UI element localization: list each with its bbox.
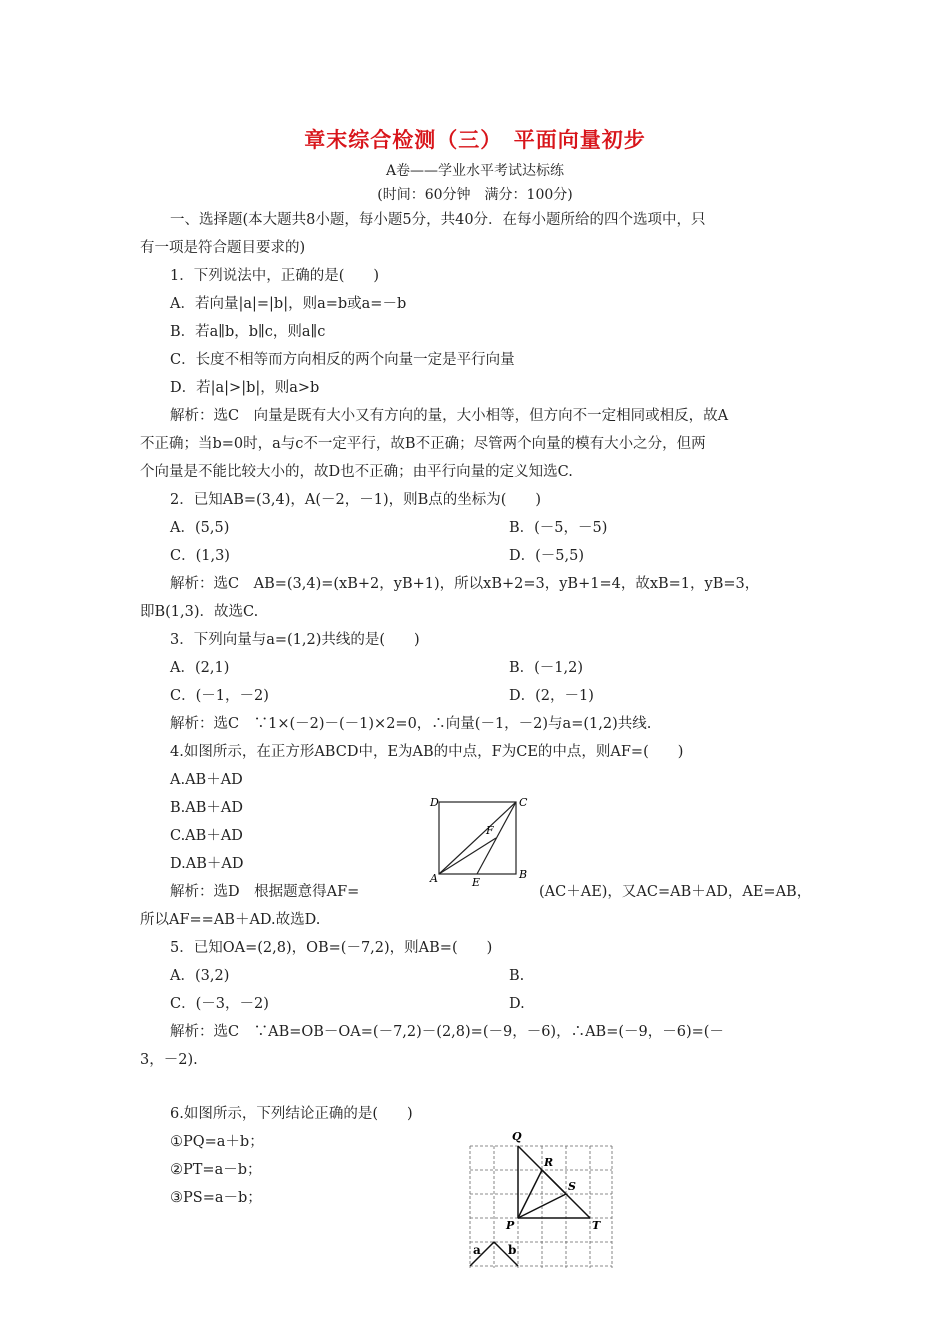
q1-option-d: D．若|a|>|b|，则a>b <box>170 380 320 396</box>
q4-option-c: C.AB＋AD <box>170 828 243 844</box>
q1-stem: 1．下列说法中，正确的是( ) <box>170 268 380 284</box>
segment-ce <box>477 802 516 874</box>
q4-option-d: D.AB＋AD <box>170 856 244 872</box>
q2-solution-line1: 解析：选C AB=(3,4)=(xB+2，yB+1)，所以xB+2=3，yB+1=4，故xB=1，yB=3， <box>170 576 760 592</box>
label-s: S <box>568 1180 576 1193</box>
q1-solution-line3: 个向量是不能比较大小的，故D也不正确；由平行向量的定义知选C. <box>140 464 573 480</box>
diagonal-ac <box>439 802 516 874</box>
subtitle: A卷——学业水平考试达标练 <box>385 163 565 179</box>
q5-option-a: A．(3,2) <box>170 968 230 984</box>
q1-solution-line2: 不正确；当b=0时，a与c不一定平行，故B不正确；尽管两个向量的模有大小之分，但两 <box>140 436 706 452</box>
label-b: B <box>519 868 528 881</box>
q3-stem: 3．下列向量与a=(1,2)共线的是( ) <box>170 632 420 648</box>
q5-solution-line2: 3，－2). <box>140 1052 198 1068</box>
segment-rs <box>542 1170 566 1194</box>
q3-option-b: B．(－1,2) <box>509 660 584 676</box>
label-e: E <box>472 876 481 888</box>
q2-stem: 2．已知AB=(3,4)，A(－2，－1)，则B点的坐标为( ) <box>170 492 542 508</box>
section-heading-line1: 一、选择题(本大题共8小题，每小题5分，共40分．在每小题所给的四个选项中，只 <box>170 212 706 228</box>
label-a-vector: a <box>473 1243 481 1257</box>
q4-solution-line1-right: (AC＋AE)，又AC=AB＋AD，AE=AB， <box>539 884 812 900</box>
q5-option-c: C．(－3，－2) <box>170 996 269 1012</box>
label-c: C <box>519 796 528 809</box>
q4-option-b: B.AB＋AD <box>170 800 243 816</box>
q6-statement-3: ③PS=a－b； <box>170 1190 262 1206</box>
q4-solution-line2: 所以AF==AB＋AD.故选D. <box>140 912 321 928</box>
vector-lines <box>470 1146 590 1266</box>
q4-stem: 4.如图所示，在正方形ABCD中，E为AB的中点，F为CE的中点，则AF=( ) <box>170 744 684 760</box>
label-d: D <box>430 796 439 809</box>
label-q: Q <box>512 1130 522 1143</box>
q1-option-c: C．长度不相等而方向相反的两个向量一定是平行向量 <box>170 352 515 368</box>
vector-grid-figure <box>462 1128 620 1270</box>
q1-solution-line1: 解析：选C 向量是既有大小又有方向的量，大小相等，但方向不一定相同或相反，故A <box>170 408 729 424</box>
q2-option-b: B．(－5，－5) <box>509 520 608 536</box>
q1-option-a: A．若向量|a|=|b|，则a=b或a=－b <box>170 296 407 312</box>
square-abcd-figure <box>426 792 530 888</box>
q3-option-d: D．(2，－1) <box>509 688 594 704</box>
q2-option-c: C．(1,3) <box>170 548 230 564</box>
q4-solution-line1-left: 解析：选D 根据题意得AF= <box>170 884 360 900</box>
q3-option-c: C．(－1，－2) <box>170 688 269 704</box>
page-title: 章末综合检测（三） 平面向量初步 <box>304 128 646 152</box>
q3-option-a: A．(2,1) <box>170 660 230 676</box>
q1-option-b: B．若a∥b，b∥c，则a∥c <box>170 324 326 340</box>
label-b-vector: b <box>508 1243 517 1257</box>
q2-option-d: D．(－5,5) <box>509 548 584 564</box>
label-t: T <box>592 1219 601 1232</box>
q6-statement-2: ②PT=a－b； <box>170 1162 262 1178</box>
q6-statement-1: ①PQ=a＋b； <box>170 1134 264 1150</box>
time-info: (时间：60分钟 满分：100分) <box>377 187 573 203</box>
label-a: A <box>430 872 438 885</box>
section-heading-line2: 有一项是符合题目要求的) <box>140 240 306 256</box>
q4-option-a: A.AB＋AD <box>170 772 243 788</box>
q2-solution-line2: 即B(1,3)．故选C. <box>140 604 259 620</box>
label-r: R <box>544 1156 554 1169</box>
q2-option-a: A．(5,5) <box>170 520 230 536</box>
q5-solution-line1: 解析：选C ∵AB=OB－OA=(－7,2)－(2,8)=(－9，－6)，∴AB=(－9，－6)=(－ <box>170 1024 724 1040</box>
q6-stem: 6.如图所示，下列结论正确的是( ) <box>170 1106 413 1122</box>
q5-option-b: B. <box>509 968 525 984</box>
label-p: P <box>506 1219 515 1232</box>
q5-option-d: D. <box>509 996 525 1012</box>
segment-af <box>439 838 496 874</box>
label-f: F <box>486 824 494 837</box>
q3-solution: 解析：选C ∵1×(－2)－(－1)×2=0，∴向量(－1，－2)与a=(1,2)共线. <box>170 716 652 732</box>
q5-stem: 5．已知OA=(2,8)，OB=(－7,2)，则AB=( ) <box>170 940 493 956</box>
